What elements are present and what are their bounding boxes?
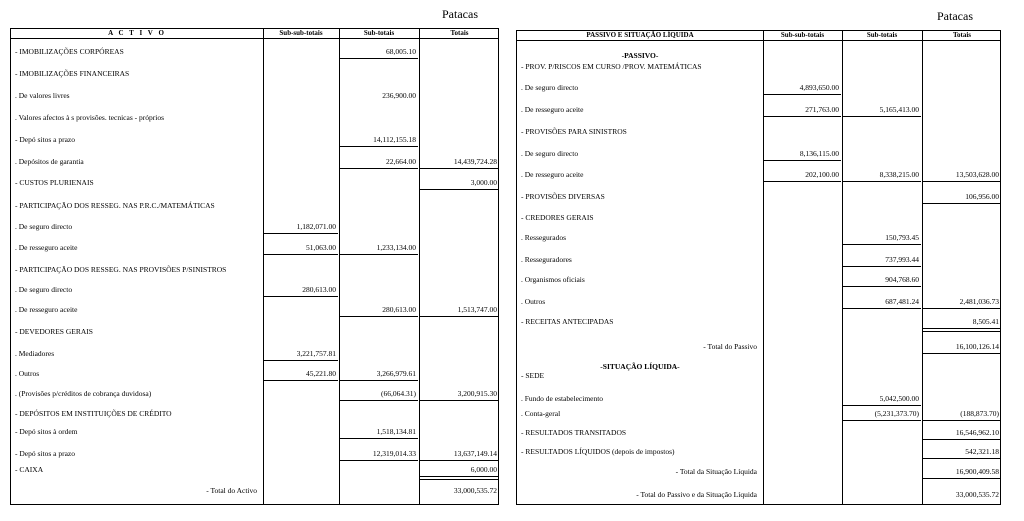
activo-col-divider-3 [419, 29, 420, 504]
left-row-label: - CUSTOS PLURIENAIS [15, 178, 94, 187]
left-row-subsub-value: 1,182,071.00 [296, 222, 336, 231]
right-sub-underline [843, 244, 921, 245]
right-row-label: . De resseguro aceite [521, 170, 584, 179]
left-sub-underline [340, 168, 418, 169]
right-sub-underline [843, 286, 921, 287]
right-row-tot-value: 16,900,409.58 [955, 467, 999, 476]
left-row-label: - Depó sitos à ordem [15, 427, 78, 436]
left-subsub-underline [264, 380, 338, 381]
right-row-label: - RESULTADOS LÍQUIDOS (depois de impostos) [521, 447, 675, 456]
right-row-label: . De seguro directo [521, 149, 579, 158]
right-row-sub-value: 5,165,413.00 [879, 105, 919, 114]
left-subsub-underline [264, 360, 338, 361]
right-row-label: - CREDORES GERAIS [521, 213, 594, 222]
left-row-label: - DEPÓSITOS EM INSTITUIÇÕES DE CRÉDITO [15, 409, 172, 418]
right-row-label: - SEDE [521, 371, 545, 380]
left-row-label: . De valores livres [15, 91, 70, 100]
left-sub-underline [340, 254, 418, 255]
right-row-label: . Fundo de estabelecimento [521, 394, 604, 403]
activo-table [10, 28, 499, 505]
left-row-tot-value: 13,637,149.14 [453, 449, 497, 458]
right-sub-underline [843, 420, 921, 421]
left-tot-underline [420, 168, 499, 169]
left-tot-underline [420, 476, 499, 480]
left-row-subsub-value: 51,063.00 [306, 243, 336, 252]
passivo-header-label: PASSIVO E SITUAÇÃO LÍQUIDA [586, 31, 694, 39]
right-row-label: . Ressegurados [521, 233, 566, 242]
passivo-col-divider-1 [763, 31, 764, 504]
left-row-label: . De resseguro aceite [15, 305, 78, 314]
right-row-subsub-value: 4,893,650.00 [799, 83, 839, 92]
right-subsub-underline [764, 160, 841, 161]
left-row-label: - IMOBILIZAÇÕES FINANCEIRAS [15, 69, 130, 78]
right-row-sub-value: 150,793.45 [885, 233, 919, 242]
right-row-subsub-value: 8,136,115.00 [799, 149, 839, 158]
right-tot-underline [923, 353, 1001, 354]
left-row-label: - PARTICIPAÇÃO DOS RESSEG. NAS P.R.C./MATEMÁTICAS [15, 201, 215, 210]
left-row-label: - Depó sitos a prazo [15, 135, 75, 144]
right-subsub-underline [764, 116, 841, 117]
right-tot-underline [923, 439, 1001, 440]
right-currency-label: Patacas [937, 9, 973, 23]
right-row-tot-value: 106,956.00 [965, 192, 999, 201]
right-tot-underline [923, 478, 1001, 479]
left-row-label: . Valores afectos à s provisões. tecnicas - próprios [15, 113, 164, 122]
right-row-sub-value: 737,993.44 [885, 255, 919, 264]
left-subsub-underline [264, 254, 338, 255]
passivo-header-tot: Totais [952, 31, 972, 39]
right-row-label: - Total do Passivo [703, 342, 757, 351]
left-row-sub-value: 3,266,979.61 [376, 369, 416, 378]
left-row-subsub-value: 280,613.00 [302, 285, 336, 294]
activo-col-divider-1 [263, 29, 264, 504]
left-row-sub-value: 280,613.00 [382, 305, 416, 314]
right-row-tot-value: 16,100,126.14 [955, 342, 999, 351]
right-tot-underline [923, 203, 1001, 204]
right-subsub-underline [764, 181, 841, 182]
right-row-tot-value: 2,481,036.73 [959, 297, 999, 306]
right-row-label: . Outros [521, 297, 546, 306]
left-tot-underline [420, 316, 499, 317]
left-row-label: . Depósitos de garantia [15, 157, 84, 166]
right-tot-underline [923, 308, 1001, 309]
left-row-label: - CAIXA [15, 465, 44, 474]
right-row-label: . Conta-geral [521, 409, 561, 418]
right-tot-underline [923, 181, 1001, 182]
right-row-label: -SITUAÇÃO LÍQUIDA- [600, 362, 680, 371]
passivo-col-divider-2 [842, 31, 843, 504]
left-currency-label: Patacas [442, 7, 478, 21]
passivo-header-sub: Sub-totais [866, 31, 898, 39]
left-row-label: . (Provisões p/créditos de cobrança duvidosa) [15, 389, 152, 398]
left-row-tot-value: 3,000.00 [470, 178, 497, 187]
left-row-label: . Mediadores [15, 349, 55, 358]
left-row-sub-value: 236,900.00 [382, 91, 416, 100]
left-row-label: - PARTICIPAÇÃO DOS RESSEG. NAS PROVISÕES P/SINISTROS [15, 265, 227, 274]
left-tot-underline [420, 400, 499, 401]
left-row-sub-value: (66,064.31) [381, 389, 416, 398]
left-tot-underline [420, 460, 499, 461]
right-row-tot-value: 16,546,962.10 [955, 428, 999, 437]
right-row-label: . Organismos oficiais [521, 275, 585, 284]
left-row-tot-value: 33,000,535.72 [453, 486, 497, 495]
right-sub-underline [843, 405, 921, 406]
right-tot-underline [923, 458, 1001, 459]
left-sub-underline [340, 460, 418, 461]
left-row-label: - Depó sitos a prazo [15, 449, 75, 458]
left-sub-underline [340, 146, 418, 147]
passivo-header [517, 31, 1000, 41]
left-subsub-underline [264, 296, 338, 297]
right-row-tot-value: 13,503,628.00 [955, 170, 999, 179]
right-row-label: - PROV. P/RISCOS EM CURSO /PROV. MATEMÁTICAS [521, 62, 702, 71]
right-tot-underline [923, 420, 1001, 421]
left-row-subsub-value: 45,221.80 [306, 369, 336, 378]
right-row-sub-value: 5,042,500.00 [879, 394, 919, 403]
left-row-sub-value: 12,319,014.33 [372, 449, 416, 458]
left-row-sub-value: 14,112,155.18 [373, 135, 416, 144]
right-row-tot-value: 542,321.18 [965, 447, 999, 456]
right-tot-underline [923, 328, 1001, 332]
right-row-label: . De seguro directo [521, 83, 579, 92]
left-row-tot-value: 6,000.00 [470, 465, 497, 474]
right-row-label: -PASSIVO- [621, 51, 659, 60]
activo-header [11, 29, 498, 39]
left-sub-underline [340, 58, 418, 59]
left-row-sub-value: 68,005.10 [386, 47, 416, 56]
right-row-label: - PROVISÕES PARA SINISTROS [521, 127, 627, 136]
right-row-tot-value: (188,873.70) [960, 409, 999, 418]
right-row-label: . Resseguradores [521, 255, 572, 264]
right-row-sub-value: (5,231,373.70) [874, 409, 919, 418]
right-row-label: . De resseguro aceite [521, 105, 584, 114]
right-row-subsub-value: 202,100.00 [805, 170, 839, 179]
left-row-label: - IMOBILIZAÇÕES CORPÓREAS [15, 47, 124, 56]
left-subsub-underline [264, 233, 338, 234]
left-row-sub-value: 1,233,134.00 [376, 243, 416, 252]
left-row-label: . Outros [15, 369, 40, 378]
right-row-tot-value: 8,505.41 [972, 317, 999, 326]
activo-header-sub: Sub-totais [363, 29, 395, 37]
right-sub-underline [843, 181, 921, 182]
left-row-label: . De seguro directo [15, 285, 73, 294]
left-sub-underline [340, 438, 418, 439]
left-row-sub-value: 22,664.00 [386, 157, 416, 166]
right-sub-underline [843, 266, 921, 267]
passivo-table [516, 30, 1001, 505]
left-row-tot-value: 14,439,724.28 [453, 157, 497, 166]
activo-header-label: A C T I V O [108, 29, 166, 37]
left-row-label: - Total do Activo [206, 486, 257, 495]
right-sub-underline [843, 116, 921, 117]
passivo-header-subsub: Sub-sub-totais [780, 31, 825, 39]
right-row-sub-value: 8,338,215.00 [879, 170, 919, 179]
right-row-sub-value: 904,768.60 [885, 275, 919, 284]
right-subsub-underline [764, 94, 841, 95]
left-sub-underline [340, 380, 418, 381]
right-row-tot-value: 33,000,535.72 [955, 490, 999, 499]
left-row-tot-value: 3,200,915.30 [457, 389, 497, 398]
left-row-tot-value: 1,513,747.00 [457, 305, 497, 314]
left-sub-underline [340, 400, 418, 401]
right-row-label: - RESULTADOS TRANSITADOS [521, 428, 627, 437]
right-sub-underline [843, 308, 921, 309]
right-row-label: - PROVISÕES DIVERSAS [521, 192, 605, 201]
right-row-label: - RECEITAS ANTECIPADAS [521, 317, 614, 326]
left-row-label: . De resseguro aceite [15, 243, 78, 252]
left-row-label: - DEVEDORES GERAIS [15, 327, 93, 336]
right-row-label: - Total da Situação Líquida [675, 467, 757, 476]
left-tot-underline [420, 189, 499, 190]
right-row-subsub-value: 271,763.00 [805, 105, 839, 114]
right-row-label: - Total do Passivo e da Situação Líquida [636, 490, 757, 499]
left-row-label: . De seguro directo [15, 222, 73, 231]
activo-header-subsub: Sub-sub-totais [279, 29, 323, 37]
left-row-sub-value: 1,518,134.81 [376, 427, 416, 436]
left-sub-underline [340, 316, 418, 317]
left-row-subsub-value: 3,221,757.81 [296, 349, 336, 358]
activo-header-tot: Totais [450, 29, 469, 37]
right-row-sub-value: 687,481.24 [885, 297, 919, 306]
